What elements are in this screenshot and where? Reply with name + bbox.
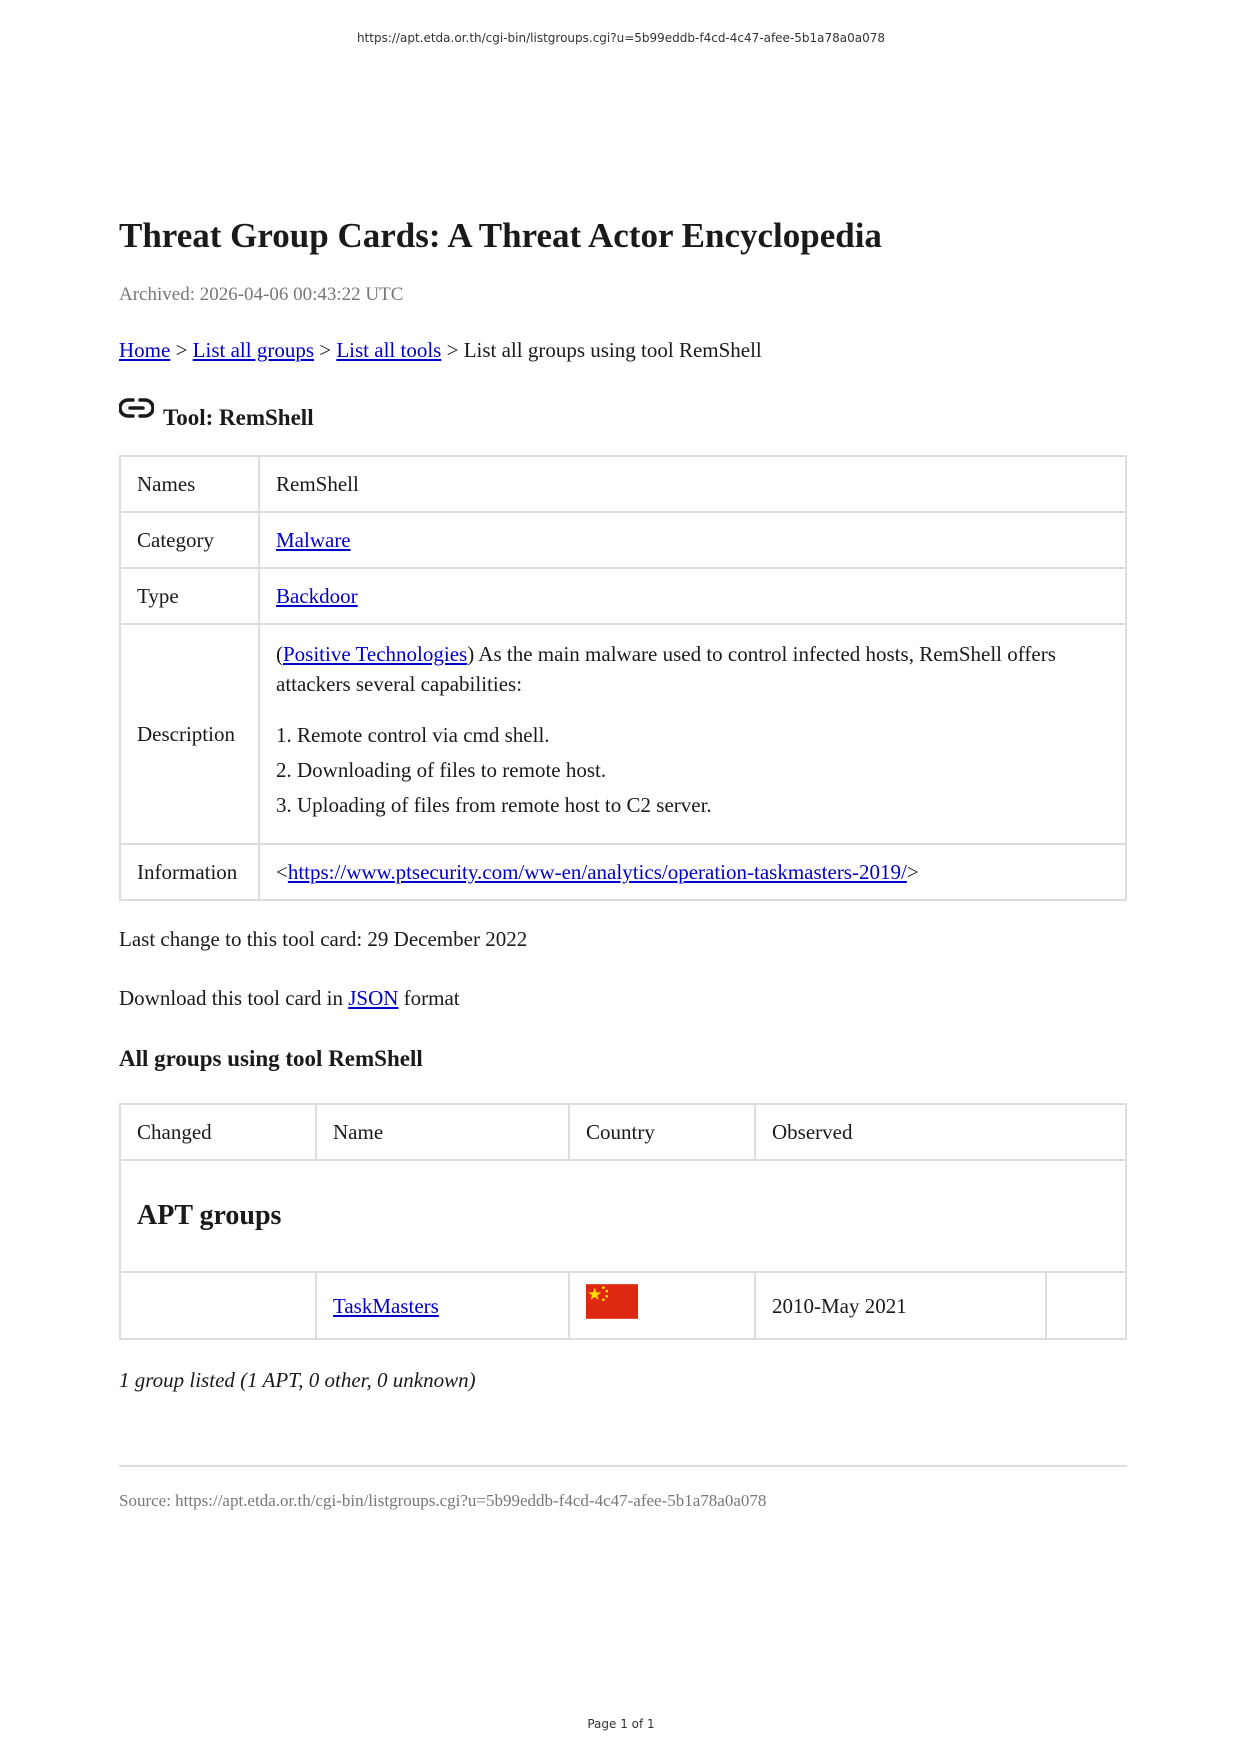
tool-row-type [120, 568, 1126, 624]
section-title: APT groups [120, 1160, 1126, 1272]
breadcrumb-separator: > [446, 338, 459, 362]
cell-changed [120, 1272, 316, 1339]
download-line [119, 983, 1127, 1013]
description-source-link[interactable]: Positive Technologies [283, 642, 468, 666]
col-observed: Observed [755, 1104, 1126, 1160]
download-suffix: format [398, 986, 460, 1010]
page-number: Page 1 of 1 [587, 1717, 655, 1731]
category-cell [259, 512, 1126, 568]
category-link[interactable]: Malware [276, 528, 351, 552]
section-row [120, 1160, 1126, 1272]
json-download-link[interactable]: JSON [348, 986, 399, 1010]
col-name: Name [316, 1104, 569, 1160]
list-item: 1. Remote control via cmd shell. [276, 723, 550, 747]
last-change-text: Last change to this tool card: 29 December 2022 [119, 927, 528, 951]
description-cell [259, 624, 1126, 844]
table-row [120, 1272, 1126, 1339]
type-cell [259, 568, 1126, 624]
china-flag-icon [586, 1284, 638, 1319]
groups-table [119, 1103, 1127, 1340]
divider [119, 1465, 1127, 1467]
breadcrumb-separator: > [319, 338, 332, 362]
breadcrumb-separator: > [175, 338, 188, 362]
list-item: 3. Uploading of files from remote host to C2 server. [276, 793, 712, 817]
information-link[interactable]: https://www.ptsecurity.com/ww-en/analytics/operation-taskmasters-2019/ [287, 860, 907, 884]
print-header-url: https://apt.etda.or.th/cgi-bin/listgroups.cgi?u=5b99eddb-f4cd-4c47-afee-5b1a78a0a078 [356, 31, 886, 45]
tool-row-category [120, 512, 1126, 568]
capabilities-list [276, 718, 1109, 823]
information-open: < [276, 860, 288, 884]
description-paragraph [276, 639, 1109, 699]
col-changed: Changed [120, 1104, 316, 1160]
page-content [119, 212, 1127, 1513]
cell-extra [1046, 1272, 1126, 1339]
tool-details-table [119, 455, 1127, 901]
description-label: Description [120, 624, 259, 844]
cell-name [316, 1272, 569, 1339]
tool-row-information [120, 844, 1126, 900]
information-close: > [906, 860, 919, 884]
type-label: Type [120, 568, 259, 624]
tool-heading-text: Tool: RemShell [163, 405, 314, 430]
groups-header-row [120, 1104, 1126, 1160]
cell-country [569, 1272, 755, 1339]
source-url: Source: https://apt.etda.or.th/cgi-bin/listgroups.cgi?u=5b99eddb-f4cd-4c47-afee-5b1a78a0a078 [119, 1491, 767, 1510]
description-open-paren: ( [276, 642, 283, 666]
breadcrumb-home-link[interactable]: Home [119, 338, 171, 362]
names-value: RemShell [259, 456, 1126, 512]
link-icon [119, 397, 154, 419]
breadcrumb-current: List all groups using tool RemShell [463, 338, 762, 362]
groups-summary: 1 group listed (1 APT, 0 other, 0 unknown) [119, 1368, 476, 1392]
page-title: Threat Group Cards: A Threat Actor Encyclopedia [119, 216, 882, 255]
breadcrumb [119, 335, 1127, 365]
download-prefix: Download this tool card in [119, 986, 349, 1010]
information-label: Information [120, 844, 259, 900]
description-text: ) As the main malware used to control infected hosts, RemShell offers attackers several capabilities: [276, 642, 1056, 696]
groups-heading: All groups using tool RemShell [119, 1046, 423, 1071]
tool-row-names [120, 456, 1126, 512]
cell-observed: 2010-May 2021 [755, 1272, 1046, 1339]
type-link[interactable]: Backdoor [276, 584, 358, 608]
group-link[interactable]: TaskMasters [333, 1293, 439, 1318]
archived-timestamp: Archived: 2026-04-06 00:43:22 UTC [119, 284, 404, 305]
col-country: Country [569, 1104, 755, 1160]
information-cell [259, 844, 1126, 900]
category-label: Category [120, 512, 259, 568]
names-label: Names [120, 456, 259, 512]
tool-row-description [120, 624, 1126, 844]
breadcrumb-groups-link[interactable]: List all groups [192, 338, 314, 362]
list-item: 2. Downloading of files to remote host. [276, 758, 607, 782]
breadcrumb-tools-link[interactable]: List all tools [336, 338, 442, 362]
tool-heading [119, 395, 1127, 431]
